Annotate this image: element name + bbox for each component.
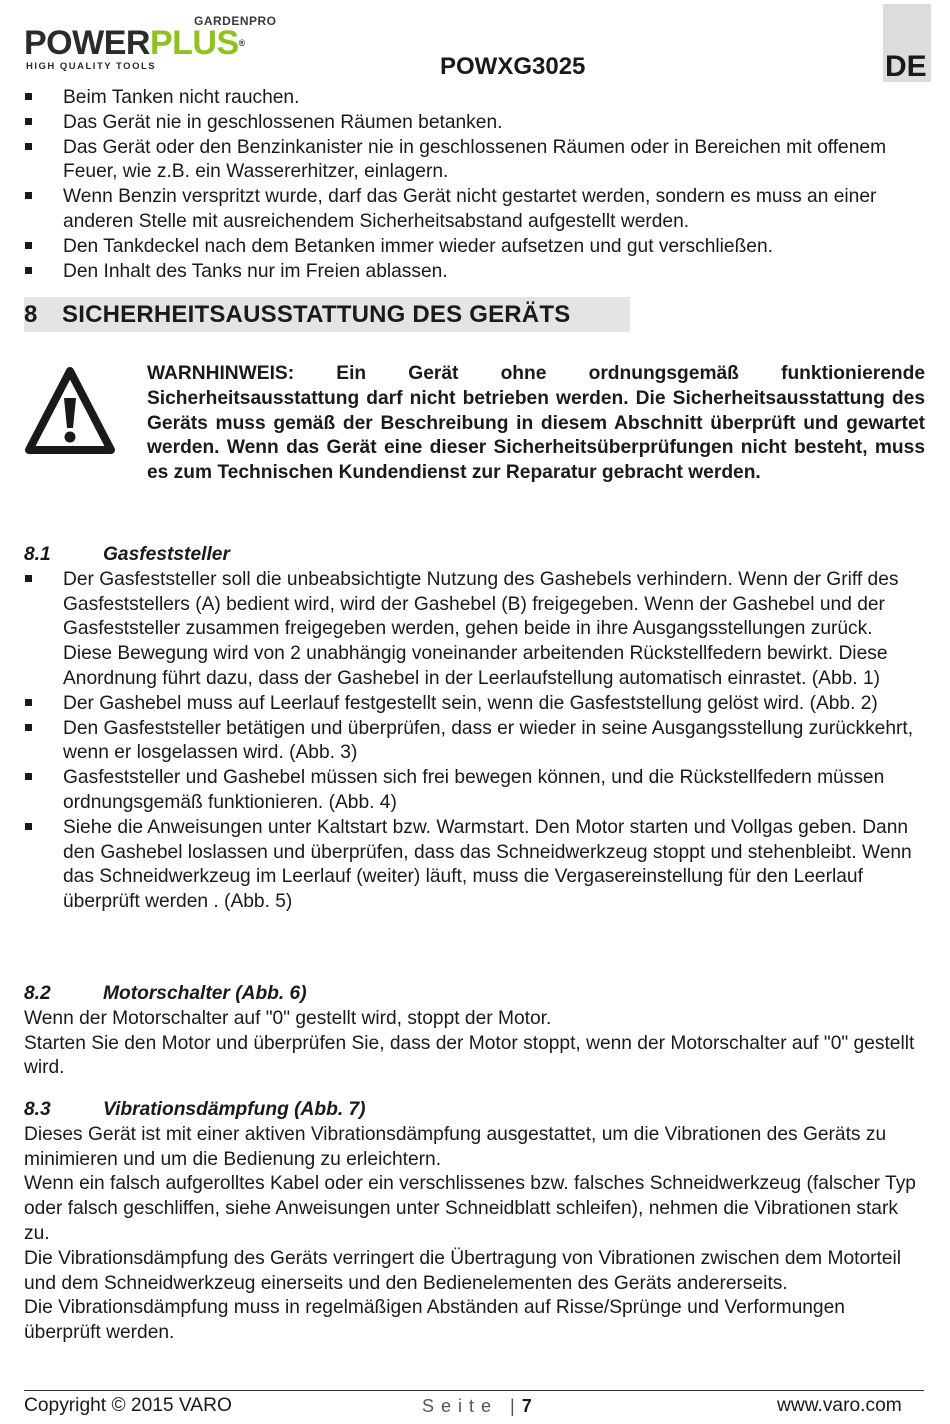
list-item: Das Gerät nie in geschlossenen Räumen betanken. xyxy=(24,111,924,136)
section-number: 8 xyxy=(24,301,38,328)
page-label: Seite xyxy=(422,1396,499,1416)
page-number: 7 xyxy=(521,1396,532,1416)
section-title: SICHERHEITSAUSSTATTUNG DES GERÄTS xyxy=(62,301,571,328)
bullet-icon xyxy=(25,143,32,150)
list-item: Gasfeststeller und Gashebel müssen sich frei bewegen können, und die Rückstellfedern müssen ordnungsgemäß funktionieren. (Abb. 4) xyxy=(24,766,924,816)
list-item: Das Gerät oder den Benzinkanister nie in geschlossenen Räumen oder in Bereichen mit offenem Feuer, wie z.B. ein Wassererhitzer, einlagern. xyxy=(24,136,924,186)
section-8-2 xyxy=(24,982,924,1081)
bullet-icon xyxy=(25,93,32,100)
footer-page-indicator xyxy=(422,1396,532,1417)
logo-registered-mark: ® xyxy=(238,38,245,48)
paragraph: Starten Sie den Motor und überprüfen Sie, dass der Motor stoppt, wenn der Motorschalter auf "0" gestellt wird. xyxy=(24,1032,915,1079)
model-number: POWXG3025 xyxy=(440,53,586,80)
bullet-icon xyxy=(25,267,32,274)
paragraph: Dieses Gerät ist mit einer aktiven Vibrationsdämpfung ausgestattet, um die Vibrationen des Geräts zu minimieren und um die Bedienung zu erleichtern. xyxy=(24,1123,887,1170)
bullet-icon xyxy=(25,242,32,249)
bullet-icon xyxy=(25,724,32,731)
logo-tagline: HIGH QUALITY TOOLS xyxy=(26,61,157,72)
logo-plus: PLUS xyxy=(149,24,239,62)
warning-text: WARNHINWEIS: Ein Gerät ohne ordnungsgemäß funktionierende Sicherheitsausstattung darf nicht betrieben werden. Die Sicherheitsausstattung des Geräts muss gemäß der Beschreibung in diesem Abschnitt überprüft und gewartet werden. Wenn das Gerät eine dieser Sicherheitsüberprüfungen nicht besteht, muss es zum Technischen Kundendienst zur Reparatur gebracht werden. xyxy=(147,363,925,484)
subsection-title: Motorschalter (Abb. 6) xyxy=(103,983,307,1004)
bullet-icon xyxy=(25,823,32,830)
language-code: DE xyxy=(885,50,927,83)
language-tab xyxy=(883,4,931,82)
warning-triangle-icon xyxy=(24,364,116,460)
subsection-number: 8.2 xyxy=(24,983,51,1004)
bullet-icon xyxy=(25,773,32,780)
paragraph: Die Vibrationsdämpfung des Geräts verringert die Übertragung von Vibrationen zwischen dem Motorteil und dem Schneidwerkzeug einerseits und den Bedienelementen des Geräts andererseits. xyxy=(24,1247,902,1294)
list-item: Wenn Benzin verspritzt wurde, darf das Gerät nicht gestartet werden, sondern es muss an einer anderen Stelle mit ausreichendem Sicherheitsabstand aufgestellt werden. xyxy=(24,185,924,235)
logo-power: POWER xyxy=(24,24,150,62)
footer-copyright: Copyright © 2015 VARO xyxy=(24,1395,232,1416)
list-item: Den Inhalt des Tanks nur im Freien ablassen. xyxy=(24,260,924,285)
page-separator: | xyxy=(510,1396,522,1416)
subsection-title: Gasfeststeller xyxy=(103,544,230,565)
logo-gardenpro: GARDENPRO xyxy=(194,14,277,28)
paragraph: Wenn der Motorschalter auf "0" gestellt wird, stoppt der Motor. xyxy=(24,1007,552,1029)
subsection-number: 8.1 xyxy=(24,544,51,565)
section-heading-8 xyxy=(24,297,630,332)
list-item: Der Gashebel muss auf Leerlauf festgestellt sein, wenn die Gasfeststellung gelöst wird. (Abb. 2) xyxy=(24,692,924,717)
subsection-number: 8.3 xyxy=(24,1099,51,1120)
section-8-1 xyxy=(24,543,924,915)
subsection-heading xyxy=(24,1098,924,1123)
logo-wordmark xyxy=(24,26,245,60)
subsection-heading xyxy=(24,543,924,568)
list-item: Siehe die Anweisungen unter Kaltstart bzw. Warmstart. Den Motor starten und Vollgas geben. Dann den Gashebel loslassen und überprüfen, dass das Schneidwerkzeug stoppt und stehenbleibt. Wenn das Schneidwerkzeug im Leerlauf (weiter) läuft, muss die Vergasereinstellung für den Leerlauf überprüft werden . (Abb. 5) xyxy=(24,816,924,915)
bullet-icon xyxy=(25,118,32,125)
list-item: Den Tankdeckel nach dem Betanken immer wieder aufsetzen und gut verschließen. xyxy=(24,235,924,260)
bullet-icon xyxy=(25,575,32,582)
subsection-title: Vibrationsdämpfung (Abb. 7) xyxy=(103,1099,366,1120)
footer-url: www.varo.com xyxy=(777,1395,902,1416)
subsection-heading xyxy=(24,982,924,1007)
section-8-3 xyxy=(24,1098,924,1346)
bullet-icon xyxy=(25,699,32,706)
paragraph: Die Vibrationsdämpfung muss in regelmäßigen Abständen auf Risse/Sprünge und Verformungen überprüft werden. xyxy=(24,1297,845,1344)
paragraph: Wenn ein falsch aufgerolltes Kabel oder ein verschlissenes bzw. falsches Schneidwerkzeug (falscher Typ oder falsch geschliffen, siehe Anweisungen unter Schneidblatt schleifen), nehmen die Vibrationen stark zu. xyxy=(24,1173,916,1244)
bullet-icon xyxy=(25,192,32,199)
fuel-safety-list xyxy=(24,86,924,284)
powerplus-logo xyxy=(24,12,277,72)
list-item: Beim Tanken nicht rauchen. xyxy=(24,86,924,111)
list-item: Den Gasfeststeller betätigen und überprüfen, dass er wieder in seine Ausgangsstellung zurückkehrt, wenn er losgelassen wird. (Abb. 3) xyxy=(24,717,924,767)
footer-divider xyxy=(24,1390,924,1391)
list-item: Der Gasfeststeller soll die unbeabsichtigte Nutzung des Gashebels verhindern. Wenn der Griff des Gasfeststellers (A) bedient wird, wird der Gashebel (B) freigegeben. Wenn der Gashebel und der Gasfeststeller zusammen freigegeben werden, gehen beide in ihre Ausgangsstellungen zurück. Diese Bewegung wird von 2 unabhängig voneinander arbeitenden Rückstellfedern bewirkt. Diese Anordnung führt dazu, dass der Gashebel in der Leerlaufstellung automatisch einrastet. (Abb. 1) xyxy=(24,568,924,692)
